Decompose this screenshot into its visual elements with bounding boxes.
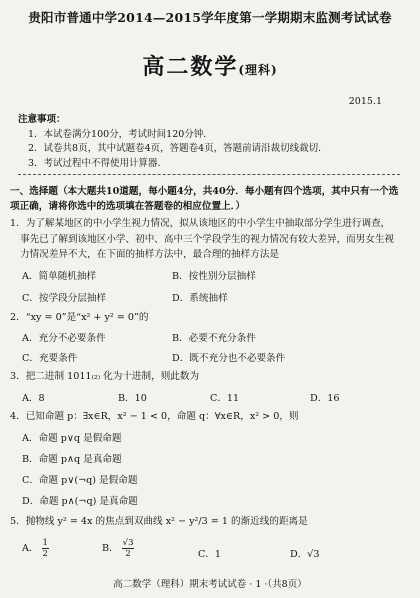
q1-option-a[interactable]: A．简单随机抽样 — [22, 271, 97, 282]
section-heading-line: 项正确，请将你选中的选项填在答题卷的相应位置上．） — [10, 201, 246, 212]
fraction-denominator: 2 — [125, 549, 131, 559]
q4-option-d[interactable]: D．命题 p∧(¬q) 是真命题 — [22, 496, 138, 507]
q4-option-b[interactable]: B．命题 p∧q 是真命题 — [22, 454, 122, 465]
question-2: 2．“xy = 0”是“x² + y² = 0”的 — [10, 312, 149, 323]
notice-heading: 注意事项： — [18, 114, 66, 125]
notice-block — [18, 113, 328, 171]
section-heading — [10, 184, 402, 214]
fraction-numerator: 1 — [42, 538, 48, 548]
q4-option-c[interactable]: C．命题 p∨(¬q) 是假命题 — [22, 475, 138, 486]
q3-option-b[interactable]: B．10 — [118, 393, 147, 404]
section-heading-line: 一、选择题（本大题共10道题，每小题4分，共40分．每小题有四个选项，其中只有一个选 — [10, 186, 399, 197]
q2-option-d[interactable]: D．既不充分也不必要条件 — [172, 353, 286, 364]
question-text: 力情况差异不大，在下面的抽样方法中，最合理的抽样方法是 — [20, 249, 280, 260]
q2-option-b[interactable]: B．必要不充分条件 — [172, 333, 256, 344]
question-5: 5．抛物线 y² = 4x 的焦点到双曲线 x² − y²/3 = 1 的渐近线的距离是 — [10, 516, 308, 527]
fraction-numerator: √3 — [122, 538, 134, 548]
exam-date: 2015.1 — [348, 96, 382, 107]
question-4: 4．已知命题 p：∃x∈R，x² − 1 < 0，命题 q：∀x∈R，x² > 0，则 — [10, 411, 299, 422]
question-text: 1．为了解某地区的中小学生视力情况，拟从该地区的中小学生中抽取部分学生进行调查， — [10, 218, 391, 229]
q1-option-c[interactable]: C．按学段分层抽样 — [22, 293, 107, 304]
q3-option-c[interactable]: C．11 — [210, 393, 240, 404]
q1-option-d[interactable]: D．系统抽样 — [172, 293, 228, 304]
question-text: 事先已了解到该地区小学、初中、高中三个学段学生的视力情况有较大差异，而男女生视 — [20, 233, 395, 245]
q3-option-a[interactable]: A．8 — [22, 393, 45, 404]
subject-sub: (理科) — [238, 63, 278, 77]
notice-item: 1．本试卷满分100分，考试时间120分钟． — [28, 128, 213, 140]
notice-item: 3．考试过程中不得使用计算器． — [28, 157, 168, 169]
fraction — [42, 538, 49, 559]
subject-main: 高二数学 — [142, 54, 239, 80]
q1-option-b[interactable]: B．按性别分层抽样 — [172, 271, 256, 282]
notice-item: 2．试卷共8页，其中试题卷4页，答题卷4页，答题前请沿裁切线裁切． — [28, 143, 328, 154]
q5-option-a[interactable] — [22, 538, 49, 559]
divider-line — [18, 174, 400, 175]
q2-option-c[interactable]: C．充要条件 — [22, 353, 78, 364]
subject-title — [0, 50, 420, 81]
fraction — [122, 538, 135, 559]
q5-option-b[interactable] — [102, 538, 134, 559]
q5-option-d[interactable]: D．√3 — [290, 549, 320, 560]
question-1 — [10, 216, 404, 263]
question-3: 3．把二进制 1011₍₂₎ 化为十进制，则此数为 — [10, 371, 200, 382]
option-label: B． — [102, 543, 119, 554]
q2-option-a[interactable]: A．充分不必要条件 — [22, 333, 106, 344]
q5-option-c[interactable]: C．1 — [198, 549, 222, 560]
page-footer: 高二数学（理科）期末考试试卷 · 1 ·（共8页） — [113, 579, 307, 590]
q4-option-a[interactable]: A．命题 p∨q 是假命题 — [22, 433, 122, 444]
fraction-denominator: 2 — [42, 549, 48, 559]
option-label: A． — [22, 543, 39, 554]
exam-title: 贵阳市普通中学2014—2015学年度第一学期期末监测考试试卷 — [28, 10, 392, 25]
q3-option-d[interactable]: D．16 — [310, 393, 340, 404]
